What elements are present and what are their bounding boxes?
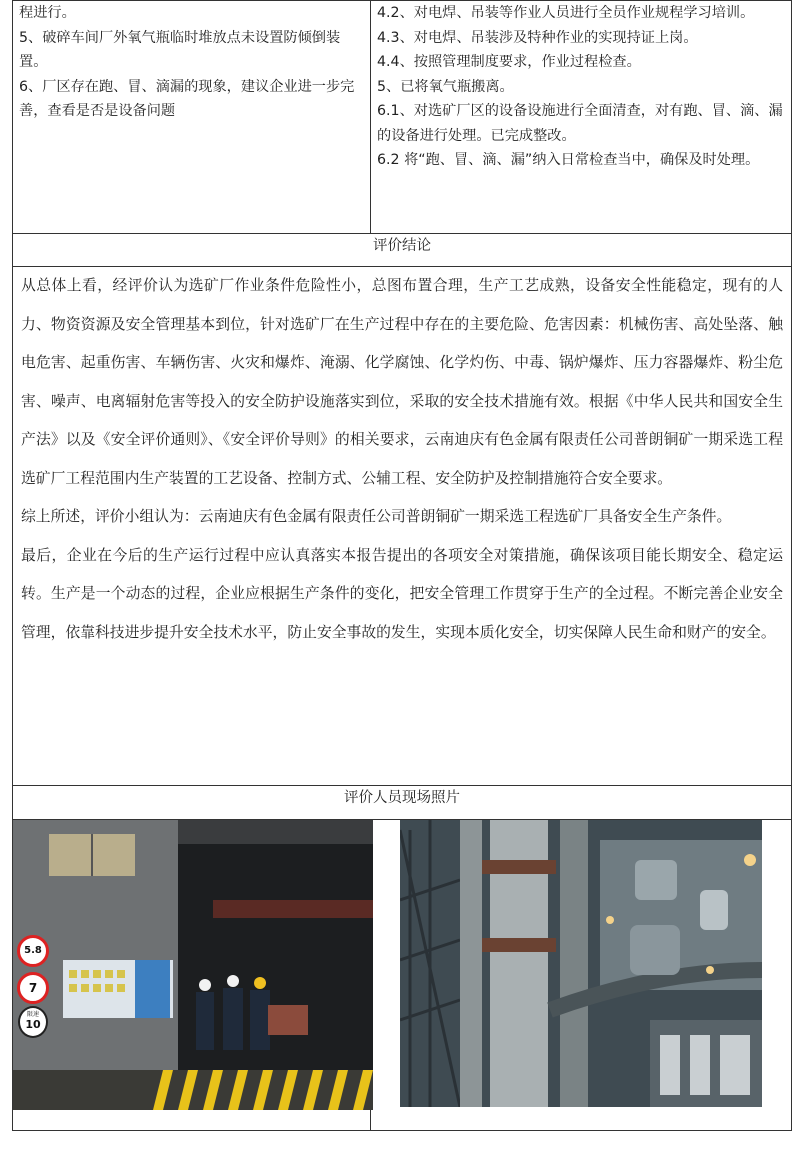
rectification-item: 6.1、对选矿厂区的设备设施进行全面清查，对有跑、冒、滴、漏的设备进行处理。已完成整改。 — [377, 103, 783, 144]
rectification-cell — [371, 1, 792, 234]
conclusion-paragraph: 综上所述，评价小组认为：云南迪庆有色金属有限责任公司普朗铜矿一期采选工程选矿厂具备安全生产条件。 — [21, 508, 732, 525]
conclusion-row — [13, 267, 792, 786]
rectification-item: 4.2、对电焊、吊装等作业人员进行全员作业规程学习培训。 — [377, 5, 755, 21]
site-photo-pipes — [400, 820, 762, 1107]
conclusion-paragraph: 最后，企业在今后的生产运行过程中应认真落实本报告提出的各项安全对策措施，确保该项目能长期安全、稳定运转。生产是一个动态的过程，企业应根据生产条件的变化，把安全管理工作贯穿于生产的全过程。不断完善企业安全管理，依靠科技进步提升安全技术水平，防止安全事故的发生，实现本质化安全，切实保障人民生命和财产的安全。 — [21, 546, 783, 641]
photo-left-cell — [13, 820, 371, 1131]
issue-item: 6、厂区存在跑、冒、滴漏的现象，建议企业进一步完善，查看是否是设备问题 — [19, 78, 355, 119]
rectification-list — [371, 1, 791, 173]
conclusion-paragraph: 从总体上看，经评价认为选矿厂作业条件危险性小，总图布置合理，生产工艺成熟，设备安全性能稳定，现有的人力、物资资源及安全管理基本到位，针对选矿厂在生产过程中存在的主要危险、危害因素：机械伤害、高处坠落、触电危害、起重伤害、车辆伤害、火灾和爆炸、淹溺、化学腐蚀、化学灼伤、中毒、锅炉爆炸、压力容器爆炸、粉尘危害、噪声、电离辐射危害等投入的安全防护设施落实到位，采取的安全技术措施有效。根据《中华人民共和国安全生产法》以及《安全评价通则》、《安全评价导则》的相关要求，云南迪庆有色金属有限责任公司普朗铜矿一期采选工程选矿厂工程范围内生产装置的工艺设备、控制方式、公辅工程、安全防护及控制措施符合安全要求。 — [21, 277, 783, 487]
rectification-item: 5、已将氧气瓶搬离。 — [377, 78, 514, 95]
rectification-item: 6.2 将“跑、冒、滴、漏”纳入日常检查当中，确保及时处理。 — [377, 152, 760, 168]
issues-list — [13, 1, 370, 124]
conclusion-header-row — [13, 234, 792, 267]
speed-sign-5-8: 5.8 — [17, 935, 49, 967]
site-photo-entrance — [13, 820, 373, 1110]
photos-header: 评价人员现场照片 — [13, 786, 792, 820]
document-page — [12, 0, 791, 1130]
speed-sign-label: 限速 — [26, 1011, 39, 1018]
conclusion-cell — [13, 267, 792, 786]
issues-row — [13, 1, 792, 234]
issue-item: 5、破碎车间厂外氧气瓶临时堆放点未设置防倾倒装置。 — [19, 29, 341, 70]
conclusion-header: 评价结论 — [13, 234, 792, 267]
conclusion-text — [13, 267, 791, 652]
site-photo-entrance-image — [13, 820, 373, 1110]
speed-sign-10 — [18, 1006, 48, 1038]
rectification-item: 4.3、对电焊、吊装涉及特种作业的实现持证上岗。 — [377, 29, 698, 46]
issues-cell — [13, 1, 371, 234]
issue-item: 程进行。 — [19, 5, 76, 21]
site-photo-pipes-image — [400, 820, 762, 1107]
report-table — [12, 0, 792, 1131]
photos-row — [13, 820, 792, 1131]
speed-sign-7: 7 — [17, 972, 49, 1004]
photo-right-cell — [371, 820, 792, 1131]
photos-header-row — [13, 786, 792, 820]
rectification-item: 4.4、按照管理制度要求，作业过程检查。 — [377, 54, 641, 70]
speed-sign-value: 10 — [25, 1018, 41, 1031]
